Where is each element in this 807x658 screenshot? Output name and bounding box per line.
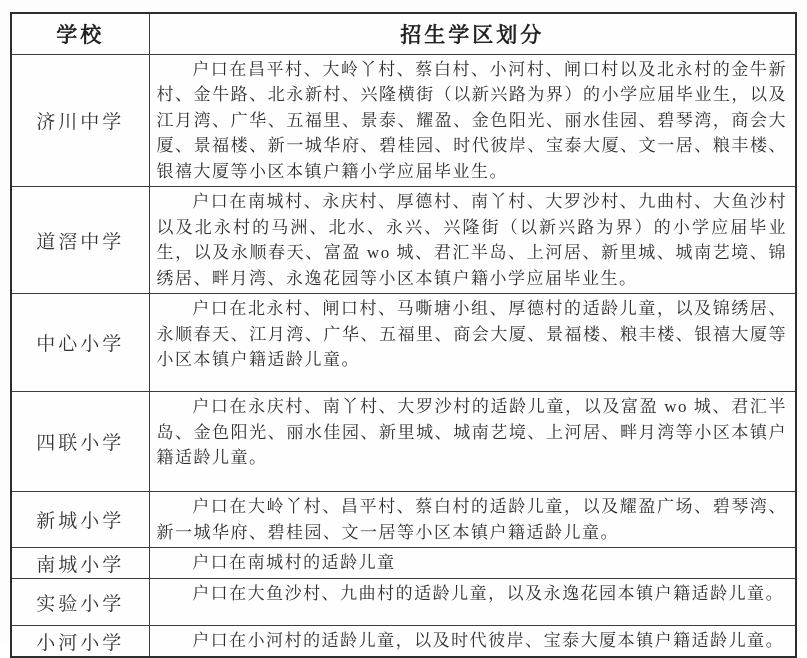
district-text: 户口在南城村的适龄儿童 (149, 548, 796, 579)
table-row (11, 392, 796, 492)
table-header-row (11, 13, 796, 54)
school-name: 新城小学 (11, 492, 149, 548)
table-row (11, 626, 796, 658)
district-text: 户口在永庆村、南丫村、大罗沙村的适龄儿童，以及富盈 wo 城、君汇半岛、金色阳光、丽水佳园、新里城、城南艺境、上河居、畔月湾等小区本镇户籍适龄儿童。 (149, 392, 796, 492)
school-name: 济川中学 (11, 54, 149, 187)
school-name: 四联小学 (11, 392, 149, 492)
table-row (11, 187, 796, 294)
district-text: 户口在大鱼沙村、九曲村的适龄儿童，以及永逸花园本镇户籍适龄儿童。 (149, 579, 796, 626)
table-row (11, 548, 796, 579)
table-row (11, 579, 796, 626)
table-row (11, 492, 796, 548)
school-name: 道滘中学 (11, 187, 149, 294)
district-text: 户口在大岭丫村、昌平村、蔡白村的适龄儿童，以及耀盈广场、碧琴湾、新一城华府、碧桂园、文一居等小区本镇户籍适龄儿童。 (149, 492, 796, 548)
district-text: 户口在南城村、永庆村、厚德村、南丫村、大罗沙村、九曲村、大鱼沙村以及北永村的马洲、北水、永兴、兴隆街（以新兴路为界）的小学应届毕业生，以及永顺春天、富盈 wo 城、君汇半岛、上河居、新里城、城南艺境、锦绣居、畔月湾、永逸花园等小区本镇户籍小学应届毕业生。 (149, 187, 796, 294)
school-name: 实验小学 (11, 579, 149, 626)
school-name: 中心小学 (11, 294, 149, 392)
district-text: 户口在小河村的适龄儿童，以及时代彼岸、宝泰大厦本镇户籍适龄儿童。 (149, 626, 796, 658)
district-text: 户口在北永村、闸口村、马嘶塘小组、厚德村的适龄儿童，以及锦绣居、永顺春天、江月湾、广华、五福里、商会大厦、景福楼、粮丰楼、银禧大厦等小区本镇户籍适龄儿童。 (149, 294, 796, 392)
table-row (11, 54, 796, 187)
school-district-table (10, 12, 797, 658)
header-district: 招生学区划分 (149, 13, 796, 54)
district-text: 户口在昌平村、大岭丫村、蔡白村、小河村、闸口村以及北永村的金牛新村、金牛路、北永新村、兴隆横街（以新兴路为界）的小学应届毕业生，以及江月湾、广华、五福里、景泰、耀盈、金色阳光、丽水佳园、碧琴湾，商会大厦、景福楼、新一城华府、碧桂园、时代彼岸、宝泰大厦、文一居、粮丰楼、银禧大厦等小区本镇户籍小学应届毕业生。 (149, 54, 796, 187)
header-school: 学校 (11, 13, 149, 54)
table-row (11, 294, 796, 392)
school-name: 南城小学 (11, 548, 149, 579)
school-name: 小河小学 (11, 626, 149, 658)
